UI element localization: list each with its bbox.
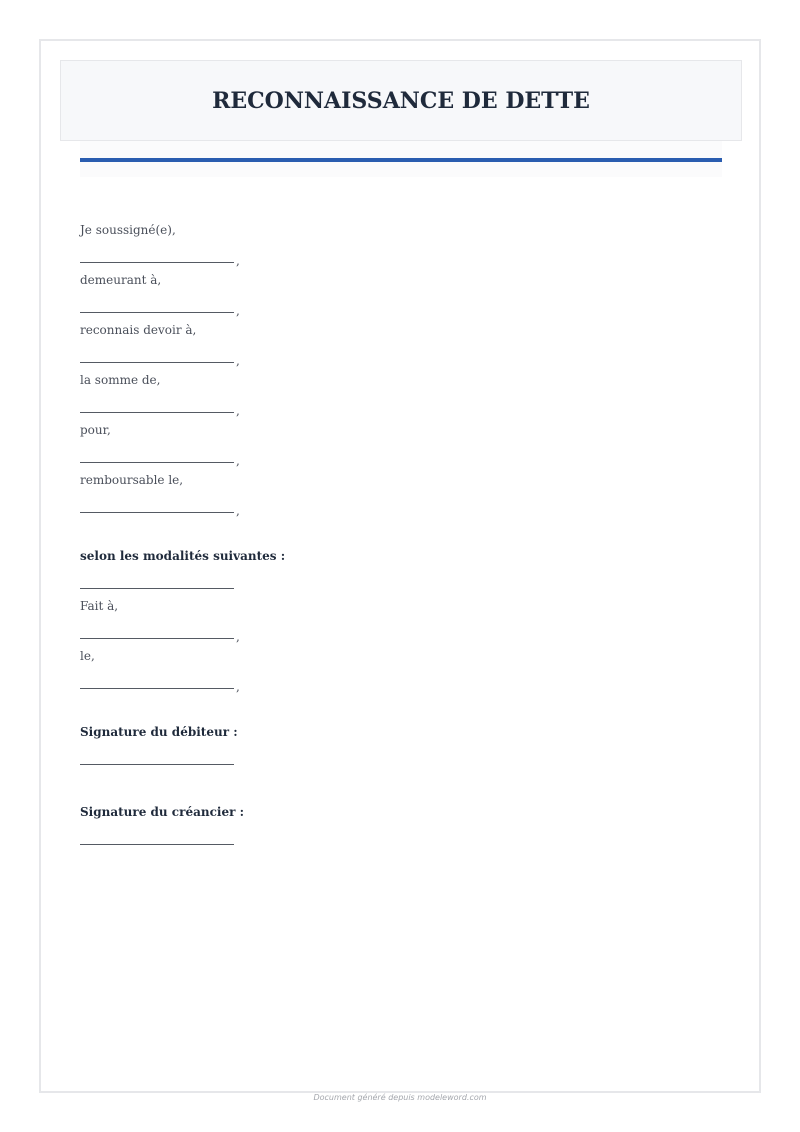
field-suffix: , [236,254,240,268]
blank-line [80,588,234,589]
blank-line [80,844,234,845]
field-label-echeance: remboursable le, [80,473,184,487]
document-title: RECONNAISSANCE DE DETTE [212,87,590,114]
field-label-lieu: Fait à, [80,599,119,613]
field-date [80,667,722,695]
field-suffix: , [236,354,240,368]
field-suffix: , [236,454,240,468]
modalites-heading: selon les modalités suivantes : [80,549,286,563]
field-modalites [80,567,722,595]
title-box [60,60,742,141]
blank-line [80,638,234,639]
field-somme [80,391,722,419]
blank-line [80,362,234,363]
field-soussigne [80,241,722,269]
field-label-demeurant: demeurant à, [80,273,162,287]
field-label-date: le, [80,649,95,663]
signature-debiteur-line [80,743,722,771]
blank-line [80,764,234,765]
signature-creancier-heading: Signature du créancier : [80,805,245,819]
signature-debiteur-heading: Signature du débiteur : [80,725,238,739]
field-label-creancier: reconnais devoir à, [80,323,197,337]
field-suffix: , [236,630,240,644]
document-page [39,39,761,1093]
field-lieu [80,617,722,645]
field-label-somme: la somme de, [80,373,161,387]
blank-line [80,462,234,463]
blank-line [80,412,234,413]
field-suffix: , [236,404,240,418]
title-divider [80,158,722,162]
field-suffix: , [236,504,240,518]
field-suffix: , [236,680,240,694]
blank-line [80,688,234,689]
field-motif [80,441,722,469]
field-demeurant [80,291,722,319]
blank-line [80,262,234,263]
field-label-soussigne: Je soussigné(e), [80,223,176,237]
blank-line [80,512,234,513]
field-label-motif: pour, [80,423,111,437]
field-creancier [80,341,722,369]
field-echeance [80,491,722,519]
footer-credit: Document généré depuis modeleword.com [313,1093,487,1102]
field-suffix: , [236,304,240,318]
signature-creancier-line [80,823,722,851]
document-body [80,213,722,851]
blank-line [80,312,234,313]
